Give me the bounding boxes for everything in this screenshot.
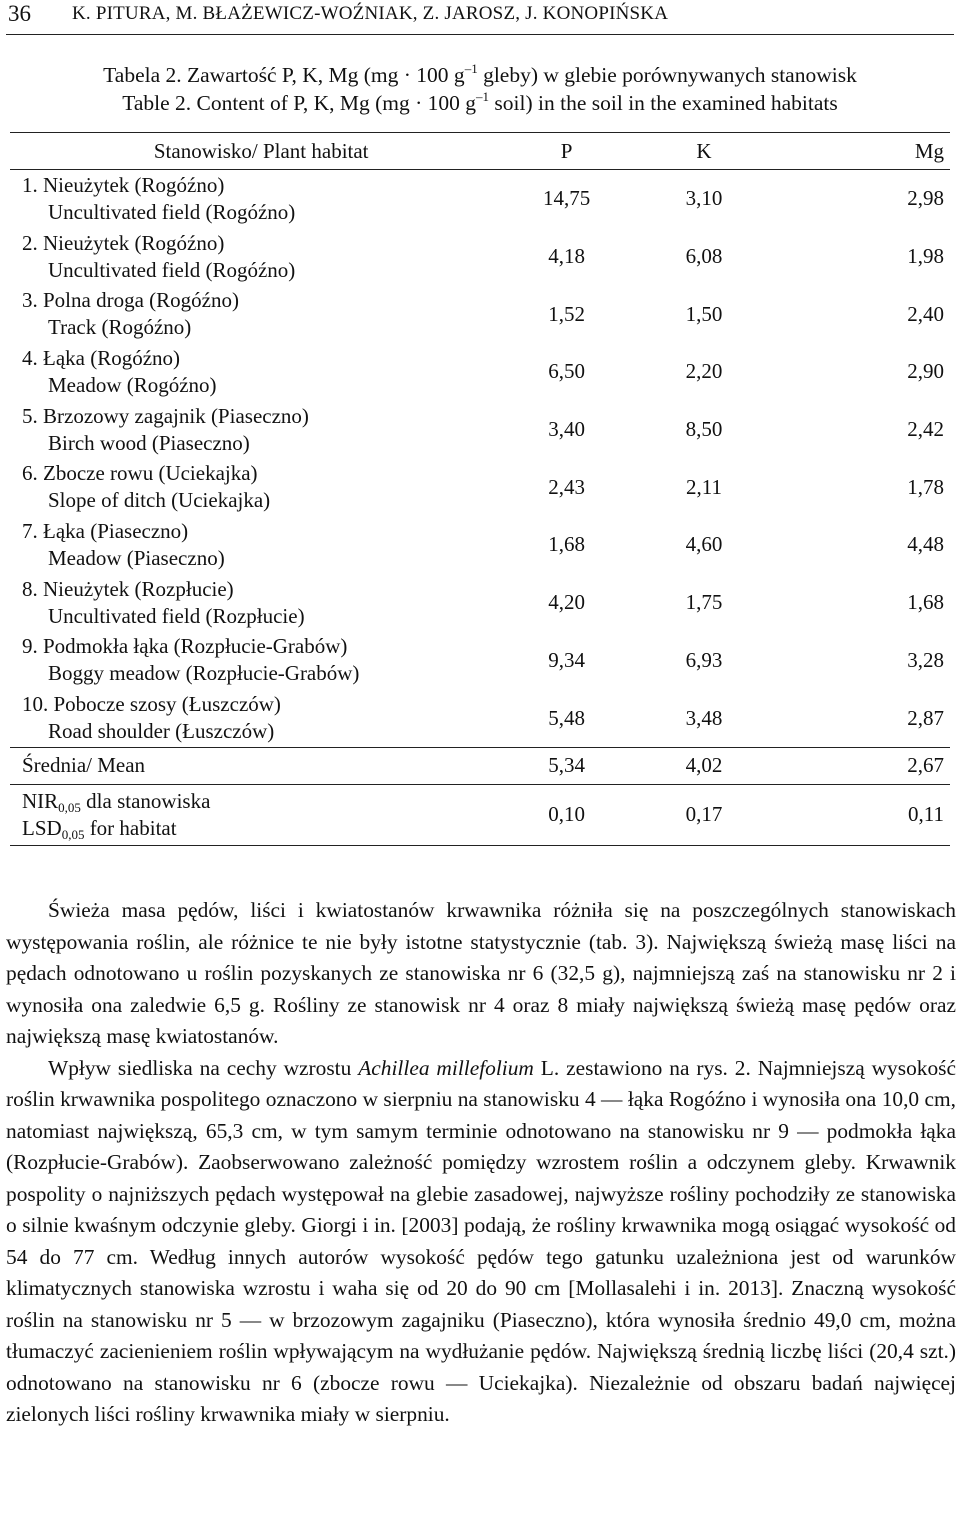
soil-content-table [10, 132, 950, 846]
habitat-name-polish: 10. Pobocze szosy (Łuszczów) [22, 692, 281, 717]
habitat-name [10, 458, 512, 516]
habitat-name-english: Meadow (Piaseczno) [48, 545, 225, 570]
table-row [10, 228, 950, 286]
habitat-name-polish: 9. Podmokła łąka (Rozpłucie-Grabów) [22, 634, 348, 659]
value-k: 8,50 [685, 417, 723, 442]
value-k: 6,08 [685, 244, 723, 269]
header-mg: Mg [787, 133, 950, 170]
header-habitat: Stanowisko/ Plant habitat [10, 133, 512, 170]
table-row [10, 689, 950, 747]
table-row [10, 574, 950, 632]
species-name: Achillea millefolium [358, 1055, 534, 1080]
value-mg: 2,98 [907, 186, 944, 211]
value-k: 1,75 [685, 590, 723, 615]
table-lsd-row [10, 784, 950, 845]
value-mg: 1,78 [907, 474, 944, 499]
value-p: 6,50 [548, 359, 585, 384]
habitat-name-english: Uncultivated field (Rogóźno) [48, 257, 296, 282]
habitat-name-english: Road shoulder (Łuszczów) [48, 719, 275, 744]
habitat-name-polish: 2. Nieużytek (Rogóźno) [22, 230, 225, 255]
value-p: 5,48 [548, 705, 585, 730]
lsd-label-polish [22, 788, 512, 815]
habitat-name [10, 516, 512, 574]
value-k: 6,93 [685, 647, 723, 672]
habitat-name-polish: 8. Nieużytek (Rozpłucie) [22, 576, 234, 601]
value-mg: 1,68 [907, 590, 944, 615]
mean-k: 4,02 [621, 747, 787, 784]
habitat-name [10, 632, 512, 690]
caption-en-prefix: Table 2. Content of P, K, Mg (mg · 100 g [122, 91, 477, 115]
habitat-name-english: Birch wood (Piaseczno) [48, 430, 250, 455]
table-row [10, 516, 950, 574]
value-mg: 2,42 [907, 417, 944, 442]
value-p: 2,43 [548, 474, 585, 499]
value-mg: 1,98 [907, 244, 944, 269]
caption-pl-superscript: –1 [464, 61, 478, 76]
paragraph-2-start: Wpływ siedliska na cechy wzrostu [48, 1055, 359, 1080]
habitat-name-polish: 5. Brzozowy zagajnik (Piaseczno) [22, 403, 309, 428]
value-p: 4,20 [548, 590, 585, 615]
paragraph-1: Świeża masa pędów, liści i kwiatostanów krwawnika różniła się na poszczególnych stanowiskach występowania roślin, ale różnice te nie były istotne statystycznie (tab. 3). Największą świeżą masę liści na pędach odnotowano u roślin pozyskanych ze stanowiska nr 6 (32,5 g), najmniejszą zaś na stanowisku nr 2 i wynosiła ona zaledwie 6,5 g. Rośliny ze stanowisk nr 4 oraz 8 miały największą świeżą masę pędów oraz największą masę kwiatostanów. [6, 898, 956, 1048]
table-row [10, 632, 950, 690]
habitat-name-polish: 4. Łąka (Rogóźno) [22, 345, 181, 370]
paragraph-2 [6, 1053, 956, 1431]
mean-mg: 2,67 [787, 747, 950, 784]
lsd-pl-subscript: 0,05 [58, 799, 81, 815]
caption-pl-prefix: Tabela 2. Zawartość P, K, Mg (mg · 100 g [103, 63, 465, 87]
value-mg: 4,48 [907, 532, 944, 557]
table-row [10, 458, 950, 516]
lsd-label-english [22, 815, 512, 842]
table-caption-english [0, 90, 960, 116]
body-text [6, 895, 956, 1431]
value-p: 9,34 [548, 647, 585, 672]
habitat-name-polish: 3. Polna droga (Rogóźno) [22, 288, 239, 313]
habitat-name-english: Uncultivated field (Rogóźno) [48, 199, 296, 224]
lsd-label [10, 784, 512, 845]
value-k: 3,48 [685, 705, 723, 730]
table-mean-row [10, 747, 950, 784]
habitat-name-english: Track (Rogóźno) [48, 315, 192, 340]
habitat-name-english: Meadow (Rogóźno) [48, 372, 217, 397]
habitat-name-polish: 6. Zbocze rowu (Uciekajka) [22, 461, 258, 486]
header-k: K [621, 133, 787, 170]
table-body [10, 170, 950, 748]
table-row [10, 285, 950, 343]
habitat-name-english: Uncultivated field (Rozpłucie) [48, 603, 305, 628]
habitat-name [10, 228, 512, 286]
value-p: 1,68 [548, 532, 585, 557]
table-row [10, 343, 950, 401]
running-header-authors: K. PITURA, M. BŁAŻEWICZ-WOŹNIAK, Z. JAROSZ, J. KONOPIŃSKA [72, 3, 669, 24]
habitat-name-polish: 7. Łąka (Piaseczno) [22, 518, 189, 543]
lsd-en-main: LSD [22, 815, 62, 840]
lsd-pl-rest: dla stanowiska [80, 788, 211, 813]
habitat-name-polish: 1. Nieużytek (Rogóźno) [22, 172, 225, 197]
value-k: 2,20 [685, 359, 723, 384]
habitat-name [10, 401, 512, 459]
value-mg: 3,28 [907, 647, 944, 672]
habitat-name [10, 170, 512, 228]
habitat-name [10, 689, 512, 747]
value-k: 2,11 [685, 474, 722, 499]
habitat-name [10, 343, 512, 401]
lsd-k: 0,17 [621, 784, 787, 845]
table-caption-polish [0, 62, 960, 88]
header-p: P [512, 133, 620, 170]
habitat-name [10, 285, 512, 343]
habitat-name [10, 574, 512, 632]
mean-p: 5,34 [512, 747, 620, 784]
page-number: 36 [8, 1, 31, 26]
value-mg: 2,90 [907, 359, 944, 384]
value-p: 14,75 [542, 186, 591, 211]
value-p: 3,40 [548, 417, 585, 442]
lsd-en-subscript: 0,05 [61, 826, 85, 842]
caption-en-superscript: –1 [476, 89, 490, 104]
value-mg: 2,87 [907, 705, 944, 730]
caption-pl-suffix: gleby) w glebie porównywanych stanowisk [477, 63, 857, 87]
value-k: 4,60 [685, 532, 723, 557]
table-row [10, 170, 950, 228]
table-row [10, 401, 950, 459]
caption-en-suffix: soil) in the soil in the examined habitats [489, 91, 838, 115]
value-p: 1,52 [548, 301, 585, 326]
lsd-mg: 0,11 [787, 784, 950, 845]
running-header [6, 0, 954, 35]
value-p: 4,18 [548, 244, 585, 269]
mean-label: Średnia/ Mean [10, 747, 512, 784]
lsd-p: 0,10 [512, 784, 620, 845]
habitat-name-english: Boggy meadow (Rozpłucie-Grabów) [48, 661, 360, 686]
value-k: 1,50 [685, 301, 723, 326]
value-k: 3,10 [685, 186, 723, 211]
value-mg: 2,40 [907, 301, 944, 326]
lsd-en-rest: for habitat [84, 815, 177, 840]
table-header-row [10, 133, 950, 170]
paragraph-2-rest: L. zestawiono na rys. 2. Najmniejszą wysokość roślin krwawnika pospolitego oznaczono w sierpniu na stanowisku 4 — łąka Rogóźno i wynosiła ona 10,0 cm, natomiast największą, 65,3 cm, w tym samym terminie odnotowano na stanowisku nr 9 — podmokła łąka (Rozpłucie-Grabów). Zaobserwowano zależność pomiędzy wzrostem roślin a odczynem gleby. Krwawnik pospolity o najniższych pędach występował na glebie zasadowej, najwyższe rośliny pochodziły ze stanowiska o silnie kwaśnym odczynie gleby. Giorgi i in. [2003] podają, że rośliny krwawnika mogą osiągać wysokość od 54 do 77 cm. Według innych autorów wysokość pędów tego gatunku uzależniona jest od warunków klimatycznych stanowiska wzrostu i waha się od 20 do 90 cm [Mollasalehi i in. 2013]. Znaczną wysokość roślin na stanowisku nr 5 — w brzozowym zagajniku (Piaseczno), która wynosiła średnio 49,0 cm, można tłumaczyć zacienieniem roślin wpływającym na wydłużanie pędów. Największą średnią liczbę liści (20,4 szt.) odnotowano na stanowisku nr 6 (zbocze rowu — Uciekajka). Niezależnie od obszaru badań najwięcej zielonych liści rośliny krwawnika miały w sierpniu. [6, 1055, 956, 1426]
lsd-pl-main: NIR [22, 788, 59, 813]
habitat-name-english: Slope of ditch (Uciekajka) [48, 488, 271, 513]
